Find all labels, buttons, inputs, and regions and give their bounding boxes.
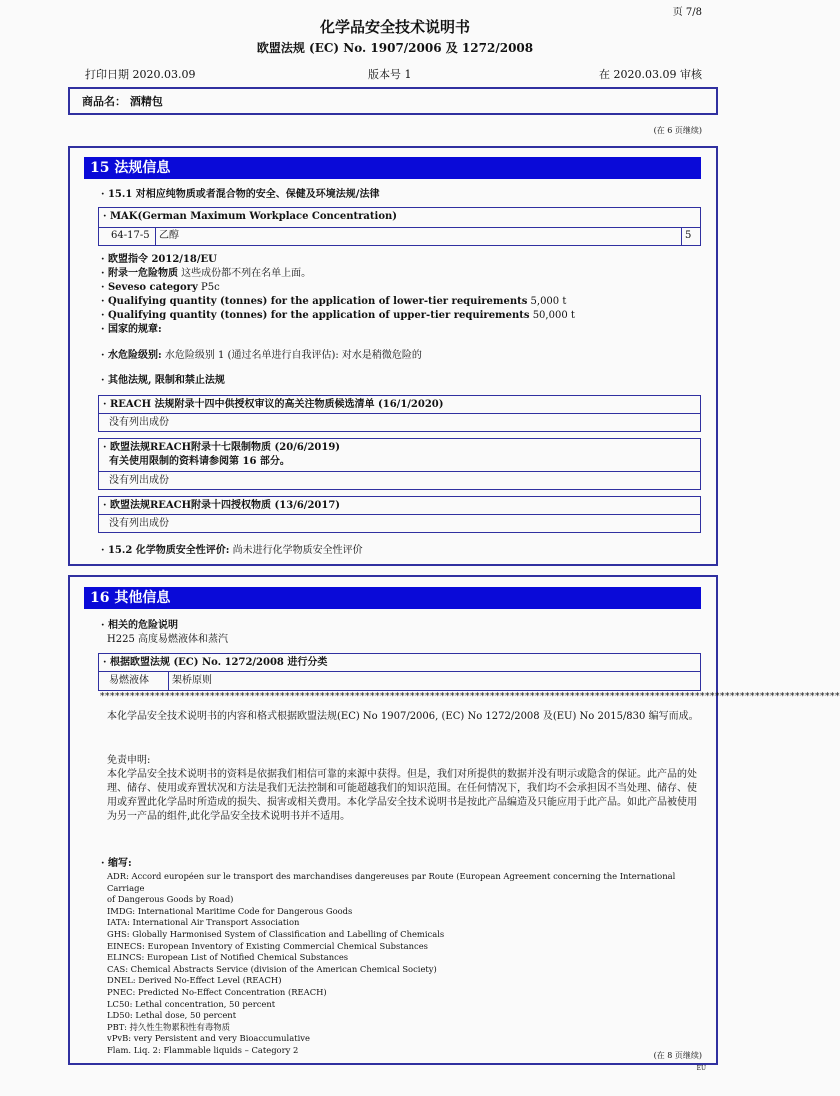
qq-upper-label: · Qualifying quantity (tonnes) for the application of upper-tier requirements (101, 310, 530, 321)
reach-authorisation-title: · 欧盟法规REACH附录十四授权物质 (13/6/2017) (103, 500, 341, 511)
reach-authorisation-value: 没有列出成份 (109, 518, 169, 529)
qq-upper-line (101, 309, 575, 322)
abbreviation-item: vPvB: very Persistent and very Bioaccumulative (107, 1033, 310, 1044)
abbreviation-item: LD50: Lethal dose, 50 percent (107, 1010, 237, 1021)
section-15-header: 15 法规信息 (84, 157, 701, 179)
abbreviation-item: Flam. Liq. 2: Flammable liquids – Category 2 (107, 1044, 299, 1055)
abbreviation-item: PBT: 持久性生物累积性有毒物质 (107, 1021, 231, 1032)
abbreviations-list (107, 871, 703, 1057)
abbreviation-item: IATA: International Air Transport Association (107, 917, 300, 928)
reach-svhc-value: 没有列出成份 (109, 417, 169, 428)
classification-hazard: 易燃液体 (109, 675, 149, 686)
section-15-1-title: · 15.1 对相应纯物质或者混合物的安全、保健及环境法规/法律 (101, 189, 380, 200)
abbreviation-item: ELINCS: European List of Notified Chemical Substances (107, 952, 349, 963)
abbreviation-item: GHS: Globally Harmonised System of Classification and Labelling of Chemicals (107, 928, 445, 939)
eu-directive: · 欧盟指令 2012/18/EU (101, 254, 217, 265)
classification-title: · 根据欧盟法规 (EC) No. 1272/2008 进行分类 (103, 657, 328, 668)
abbreviation-item: ADR: Accord européen sur le transport des marchandises dangereuses par Route (European Agreement concerning the International Carriage (107, 871, 676, 893)
national-regulations: · 国家的规章: (101, 324, 162, 335)
mak-value: 5 (685, 230, 692, 241)
eu-mark: EU (696, 1065, 706, 1072)
hazard-statement-h225: H225 高度易燃液体和蒸汽 (107, 634, 228, 645)
qq-upper-value: 50,000 t (529, 310, 575, 321)
reach-svhc-table (98, 395, 701, 432)
classification-method: 架桥原则 (172, 675, 212, 686)
document-subtitle: 欧盟法规 (EC) No. 1907/2006 及 1272/2008 (256, 41, 534, 55)
qq-lower-value: 5,000 t (527, 296, 567, 307)
review-date: 在 2020.03.09 审核 (599, 68, 702, 81)
disclaimer-title: 免责申明: (107, 755, 151, 766)
abbreviation-item: LC50: Lethal concentration, 50 percent (107, 998, 276, 1009)
page-number: 页 7/8 (672, 7, 702, 18)
product-name: 商品名： 酒精包 (82, 95, 163, 108)
abbreviation-item: EINECS: European Inventory of Existing Commercial Chemical Substances (107, 940, 428, 951)
qq-lower-line (101, 295, 566, 308)
version-number: 版本号 1 (368, 68, 412, 81)
reach-authorisation-table (98, 496, 701, 533)
water-hazard-text: 水危险级别 1 (通过名单进行自我评估): 对水是稍微危险的 (161, 350, 422, 361)
qq-lower-label: · Qualifying quantity (tonnes) for the application of lower-tier requirements (101, 296, 528, 307)
seveso-label: · Seveso category (101, 282, 198, 293)
separator-stars: **************************************************************************************************************************************************** (100, 692, 840, 702)
hazard-statements-title: · 相关的危险说明 (101, 620, 178, 631)
document-title: 化学品安全技术说明书 (319, 18, 470, 36)
reach-restriction-note: 有关使用限制的资料请参阅第 16 部分。 (109, 456, 290, 467)
abbreviation-item: DNEL: Derived No-Effect Level (REACH) (107, 975, 282, 986)
mak-title: · MAK(German Maximum Workplace Concentration) (103, 211, 397, 222)
section-16-header: 16 其他信息 (84, 587, 701, 609)
annex-text: 这些成份都不列在名单上面。 (177, 268, 312, 279)
seveso-value: P5c (197, 282, 220, 293)
water-hazard-label: · 水危险级别: (101, 350, 162, 361)
reach-restriction-value: 没有列出成份 (109, 475, 169, 486)
classification-table (98, 653, 701, 691)
annex-line (101, 267, 311, 280)
abbreviations-title: · 缩写: (101, 858, 132, 869)
reach-svhc-title: · REACH 法规附录十四中供授权审议的高关注物质候选清单 (16/1/2020) (103, 399, 444, 410)
section-15-2-label: · 15.2 化学物质安全性评价: (101, 545, 230, 556)
mak-cas: 64-17-5 (111, 230, 150, 241)
continued-from: (在 6 页继续) (653, 126, 702, 135)
section-15-2-line (101, 544, 363, 557)
reach-restriction-title: · 欧盟法规REACH附录十七限制物质 (20/6/2019) (103, 442, 341, 453)
print-date: 打印日期 2020.03.09 (85, 68, 196, 81)
continued-to: (在 8 页继续) (653, 1051, 702, 1060)
format-statement: 本化学品安全技术说明书的内容和格式根据欧盟法规(EC) No 1907/2006, (EC) No 1272/2008 及(EU) No 2015/830 编写而成。 (107, 711, 699, 722)
seveso-line (101, 281, 220, 294)
reach-restriction-table (98, 438, 701, 490)
other-regulations: · 其他法规, 限制和禁止法规 (101, 375, 225, 386)
abbreviation-item: IMDG: International Maritime Code for Dangerous Goods (107, 905, 353, 916)
water-hazard-line (101, 349, 422, 362)
abbreviation-item: of Dangerous Goods by Road) (107, 894, 234, 905)
disclaimer-text: 本化学品安全技术说明书的资料是依据我们相信可靠的来源中获得。但是，我们对所提供的数据并没有明示或隐含的保证。此产品的处理、储存、使用或弃置状况和方法是我们无法控制和可能超越我们的知识范围。在任何情况下，我们均不会承担因不当处理、储存、使用或弃置此化学品时所造成的损失、损害或相关费用。本化学品安全技术说明书是按此产品编造及只能应用于此产品。如此产品被使用为另一产品的组件,此化学品安全技术说明书并不适用。 (107, 769, 697, 822)
mak-substance: 乙醇 (159, 230, 179, 241)
mak-table (98, 207, 701, 246)
abbreviation-item: PNEC: Predicted No-Effect Concentration (REACH) (107, 986, 327, 997)
product-box (68, 87, 718, 115)
abbreviation-item: CAS: Chemical Abstracts Service (division of the American Chemical Society) (107, 963, 437, 974)
annex-label: · 附录一危险物质 (101, 268, 178, 279)
section-15-2-text: 尚未进行化学物质安全性评价 (229, 545, 363, 556)
